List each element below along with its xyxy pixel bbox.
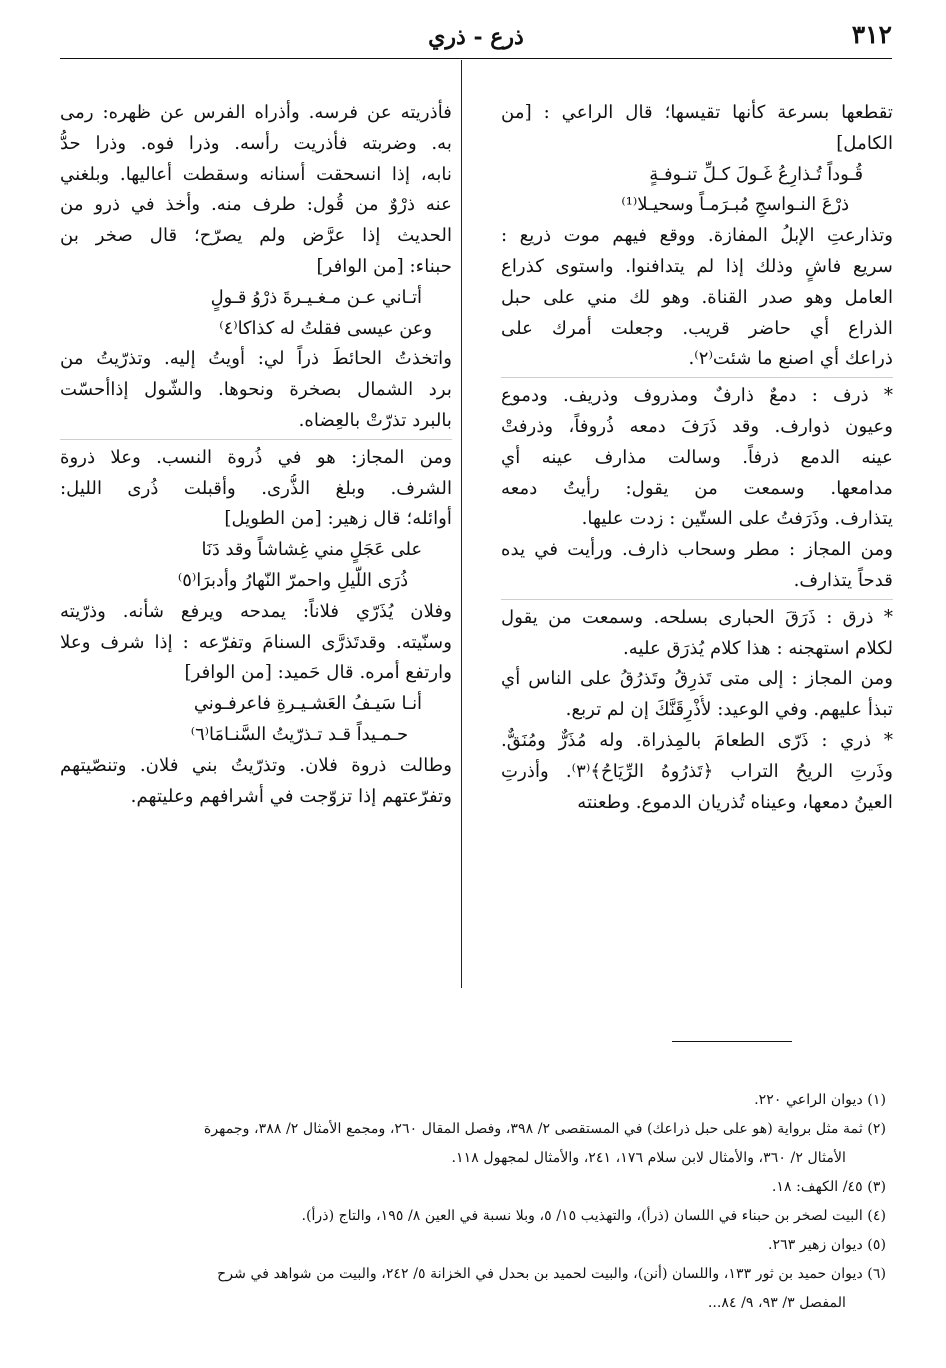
left-column-verse-line: ذُرَى اللّيلِ واحمرّ النّهارُ وأدبرَا⁽٥⁾ — [177, 569, 408, 591]
left-column-text-line: الحديث إذا عرَّض ولم يصرّح؛ قال صخر بن — [60, 225, 452, 247]
footnote-line: (٥) ديوان زهير ٢٦٣. — [767, 1237, 886, 1253]
right-column-text-line: مدامعها. وسمعت من يقول: رأيتُ دمعه — [501, 477, 893, 499]
footnote-line: (٣) ٤٥/ الكهف: ١٨. — [771, 1179, 886, 1195]
left-column-verse-line: أتـاني عـن مـغـيـرةَ ذرْوُ قـولٍ — [210, 286, 422, 308]
column-divider — [461, 60, 462, 988]
left-column-text-line: به. وضربته فأذريت رأسه. وذرا فوه. وذرا حدُّ — [60, 132, 452, 154]
running-title: ذرع - ذري — [428, 24, 524, 50]
left-column-text-line: واتخذتُ الحائطَ ذراً لي: أويتُ إليه. وتذرّيتُ من — [60, 348, 452, 370]
right-column-text-line: ومن المجاز : مطر وسحاب ذارف. ورأيت في يده — [501, 539, 893, 561]
right-column-verse-line: ذرْعَ النـواسجِ مُبـرَمـاً وسحيـلا⁽¹⁾ — [621, 194, 849, 216]
right-column — [501, 98, 893, 818]
left-column-text-line: وتفرّعتهم إذا تزوّجت في أشرافهم وعليتهم. — [130, 785, 452, 807]
right-column-text-line: * ذرف : دمعٌ ذارفٌ ومذروف وذريف. ودموع — [501, 385, 893, 407]
left-column-text-line: أوائله؛ قال زهير: [من الطويل] — [224, 508, 452, 530]
right-column-text-line: عينه الدمع ذرفاً. وسالت مذارف عينه أي — [501, 446, 893, 468]
left-column-text-line: عنه ذرْوٌ من قُول: طرف منه. وأخذ في ذرو من — [60, 194, 452, 216]
right-column-text-line: العينُ دمعها، وعيناه تُذريان الدموع. وطعنته — [577, 791, 893, 813]
right-column-text-line: وعيون ذوارف. وقد ذَرَفَ دمعه ذُروفاً، وذرفتْ — [501, 415, 893, 437]
left-column-text-line: الشرف. وبلغ الذُّرى. وأقبلت ذُرى الليل: — [60, 477, 452, 499]
entry-separator — [501, 599, 893, 600]
right-column-text-line: * ذري : ذَرّى الطعامَ بالمِذراة. وله مُذَرٌّ ومُنَقٌّ. — [501, 729, 893, 751]
footnote-line: (٤) البيت لصخر بن حبناء في اللسان (ذرأ)، والتهذيب ١٥/ ٥، وبلا نسبة في العين ٨/ ١٩٥، والتاج (ذرأ). — [301, 1208, 886, 1224]
footnote-rule — [672, 1041, 792, 1042]
left-column-text-line: وارتفع أمره. قال حَميد: [من الوافر] — [184, 662, 452, 684]
footnote-line: المفصل ٣/ ٩٣، ٩/ ٨٤... — [707, 1295, 846, 1311]
right-column-text-line: تبذأ عليهم. وفي الوعيد: لأُذْرِقَنَّكَ إن لم تربع. — [565, 699, 893, 721]
left-column-text-line: فأذريته عن فرسه. وأذراه الفرس عن ظهره: رمى — [60, 102, 452, 123]
right-column-text-line: وذَرتِ الريحُ التراب ﴿تَذرُوهُ الرِّيَاحُ﴾⁽٣⁾. وأذرتِ — [501, 760, 893, 782]
left-column-verse-line: وعن عيسى فقلتُ له كذاكا⁽٤⁾ — [219, 317, 432, 339]
right-column-text-line: ومن المجاز : إلى متى تَذرِقُ وتَذرُقُ على الناس أي — [501, 668, 893, 690]
footnotes — [62, 1086, 886, 1318]
left-column-text-line: ومن المجاز: هو في ذُروة النسب. وعلا ذروة — [60, 446, 452, 468]
right-column-text-line: الذراع أي حاضر قريب. وجعلت أمرك على — [501, 317, 893, 339]
entry-separator — [60, 439, 452, 440]
page-number: ٣١٢ — [851, 20, 892, 49]
right-column-text-line: العامل وهو صدر القناة. وهو لك مني على حبل — [501, 286, 893, 308]
right-column-text-line: تقطعها بسرعة كأنها تقيسها؛ قال الراعي : [من — [501, 102, 893, 123]
left-column-verse-line: على عَجَلٍ مني غِشاشاً وقد دَنَا — [201, 539, 422, 561]
left-column-text-line: وفلان يُذَرّي فلاناً: يمدحه ويرفع شأنه. وذرّيته — [60, 600, 452, 622]
footnote-line: (٢) ثمة مثل برواية (هو على حبل ذراعك) في المستقصى ٢/ ٣٩٨، وفصل المقال ٢٦٠، ومجمع الأمثال ٢/ ٣٨٨، وجمهرة — [203, 1121, 886, 1137]
right-column-text-line: يتذارف. وذَرَفتُ على الستّين : زدت عليها. — [581, 508, 893, 530]
right-column-text-line: سريع فاشٍ وذلك إذا لم يتدافنوا. واستوى كذراع — [501, 255, 893, 277]
left-column-text-line: حبناء: [من الوافر] — [316, 255, 452, 277]
entry-separator — [501, 377, 893, 378]
left-column-text-line: بالبرد تذرّتْ بالعِضاه. — [298, 409, 452, 431]
left-column-text-line: برد الشمال بصخرة ونحوها. والشّول إذاأحسّت — [60, 379, 452, 401]
right-column-verse-line: قُـوداً تُـذارِعُ غَـولَ كـلِّ تنـوفـةٍ — [649, 163, 863, 185]
right-column-text-line: الكامل] — [836, 132, 893, 154]
left-column-text-line: وطالت ذروة فلان. وتذرّيتُ بني فلان. وتنصّيتهم — [60, 754, 452, 776]
right-column-text-line: * ذرق : ذَرَقَ الحبارى بسلحه. وسمعت من يقول — [501, 606, 893, 628]
left-column-verse-line: أنـا سَيـفُ العَشـيـرةِ فاعرفـوني — [193, 693, 422, 715]
left-column-verse-line: حـمـيداً قـد تـذرّيتُ السَّنـامَا⁽٦⁾ — [190, 723, 408, 745]
page-header — [60, 14, 892, 58]
left-column-text-line: نابه، إذا انسحقت أسنانه وسقطت أعاليها. وبلغني — [60, 163, 452, 185]
left-column-text-line: وسنّيته. وقدتَذرَّى السنامَ وتفرّعه : إذا شرف وعلا — [60, 631, 452, 653]
left-column — [60, 98, 452, 812]
right-column-text-line: قدحاً يتذارف. — [793, 569, 893, 591]
right-column-text-line: ذراعك أي اصنع ما شئت⁽٢⁾. — [688, 348, 893, 370]
right-column-text-line: لكلام استهجنه : هذا كلام يُذرَق عليه. — [622, 637, 893, 659]
right-column-text-line: وتذارعتِ الإبلُ المفازة. ووقع فيهم موت ذريع : — [501, 225, 893, 247]
header-rule — [60, 58, 892, 59]
footnote-line: (٦) ديوان حميد بن ثور ١٣٣، واللسان (أنن)، والبيت لحميد بن بحدل في الخزانة ٥/ ٢٤٢، والبيت من شواهد في شرح — [217, 1266, 886, 1282]
footnote-line: (١) ديوان الراعي ٢٢٠. — [754, 1092, 886, 1108]
footnote-line: الأمثال ٢/ ٣٦٠، والأمثال لابن سلام ١٧٦، ٢٤١، والأمثال لمجهول ١١٨. — [451, 1150, 846, 1166]
